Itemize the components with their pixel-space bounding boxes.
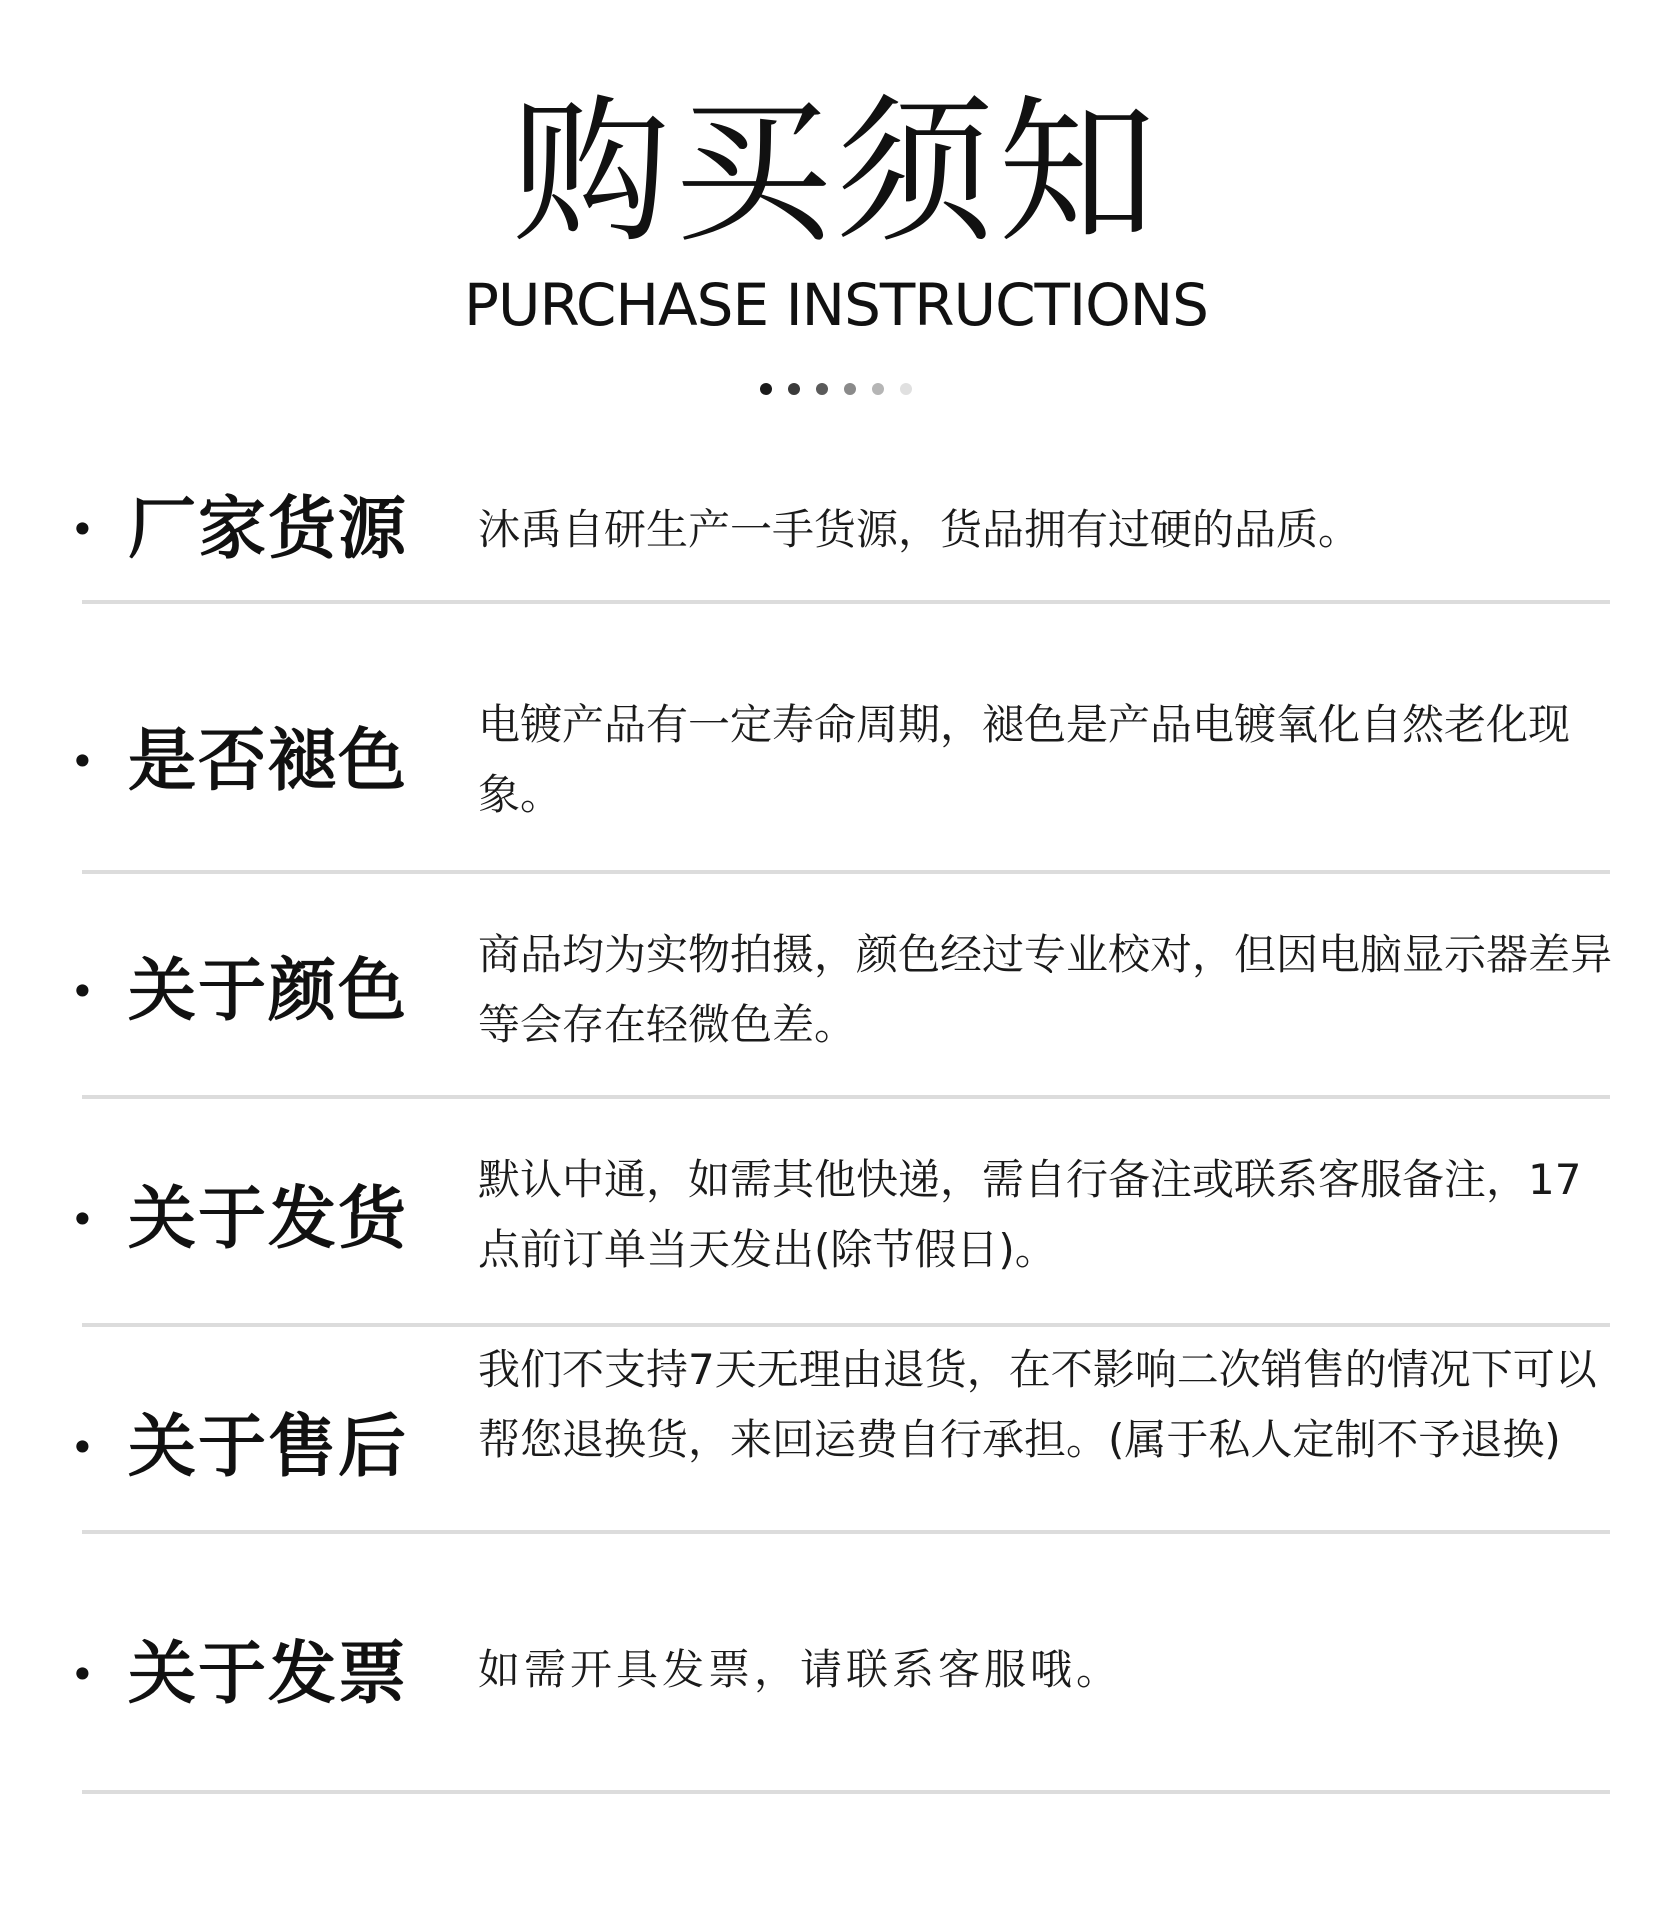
dot-1 bbox=[760, 383, 772, 395]
divider bbox=[82, 870, 1610, 874]
divider bbox=[82, 600, 1610, 604]
dot-5 bbox=[872, 383, 884, 395]
dot-2 bbox=[788, 383, 800, 395]
row-label: 厂家货源 bbox=[128, 490, 409, 569]
row-label: 关于发票 bbox=[128, 1635, 409, 1714]
dot-3 bbox=[816, 383, 828, 395]
divider bbox=[82, 1790, 1610, 1794]
bullet-icon: • bbox=[70, 1195, 95, 1244]
info-row-after-sales bbox=[70, 1335, 1610, 1545]
row-label: 关于颜色 bbox=[128, 952, 409, 1031]
pagination-dots bbox=[0, 383, 1672, 395]
page-subtitle: PURCHASE INSTRUCTIONS bbox=[464, 271, 1208, 339]
row-description: 沐禹自研生产一手货源，货品拥有过硬的品质。 bbox=[478, 505, 1361, 554]
info-row-fading bbox=[70, 690, 1610, 830]
divider bbox=[82, 1095, 1610, 1099]
row-description: 商品均为实物拍摄，颜色经过专业校对，但因电脑显示器差异等会存在轻微色差。 bbox=[478, 930, 1613, 1049]
bullet-icon: • bbox=[70, 1650, 95, 1699]
dot-6 bbox=[900, 383, 912, 395]
row-label: 是否褪色 bbox=[128, 722, 409, 801]
row-label: 关于发货 bbox=[128, 1180, 409, 1259]
bullet-icon: • bbox=[70, 505, 95, 554]
page-title: 购买须知 bbox=[512, 81, 1160, 265]
info-row-color bbox=[70, 920, 1613, 1060]
row-description: 电镀产品有一定寿命周期，褪色是产品电镀氧化自然老化现象。 bbox=[478, 700, 1571, 819]
row-label: 关于售后 bbox=[128, 1408, 409, 1487]
bullet-icon: • bbox=[70, 967, 95, 1016]
row-description: 我们不支持7天无理由退货，在不影响二次销售的情况下可以帮您退换货，来回运费自行承担。(属于私人定制不予退换) bbox=[478, 1345, 1597, 1464]
bullet-icon: • bbox=[70, 1423, 95, 1472]
info-row-factory-source bbox=[70, 490, 1610, 570]
divider bbox=[82, 1530, 1610, 1534]
row-description: 如需开具发票，请联系客服哦。 bbox=[478, 1645, 1123, 1694]
dot-4 bbox=[844, 383, 856, 395]
row-description: 默认中通，如需其他快递，需自行备注或联系客服备注，17点前订单当天发出(除节假日)。 bbox=[478, 1155, 1582, 1274]
info-row-invoice bbox=[70, 1630, 1610, 1714]
divider bbox=[82, 1323, 1610, 1327]
bullet-icon: • bbox=[70, 737, 95, 786]
info-row-shipping bbox=[70, 1145, 1610, 1285]
